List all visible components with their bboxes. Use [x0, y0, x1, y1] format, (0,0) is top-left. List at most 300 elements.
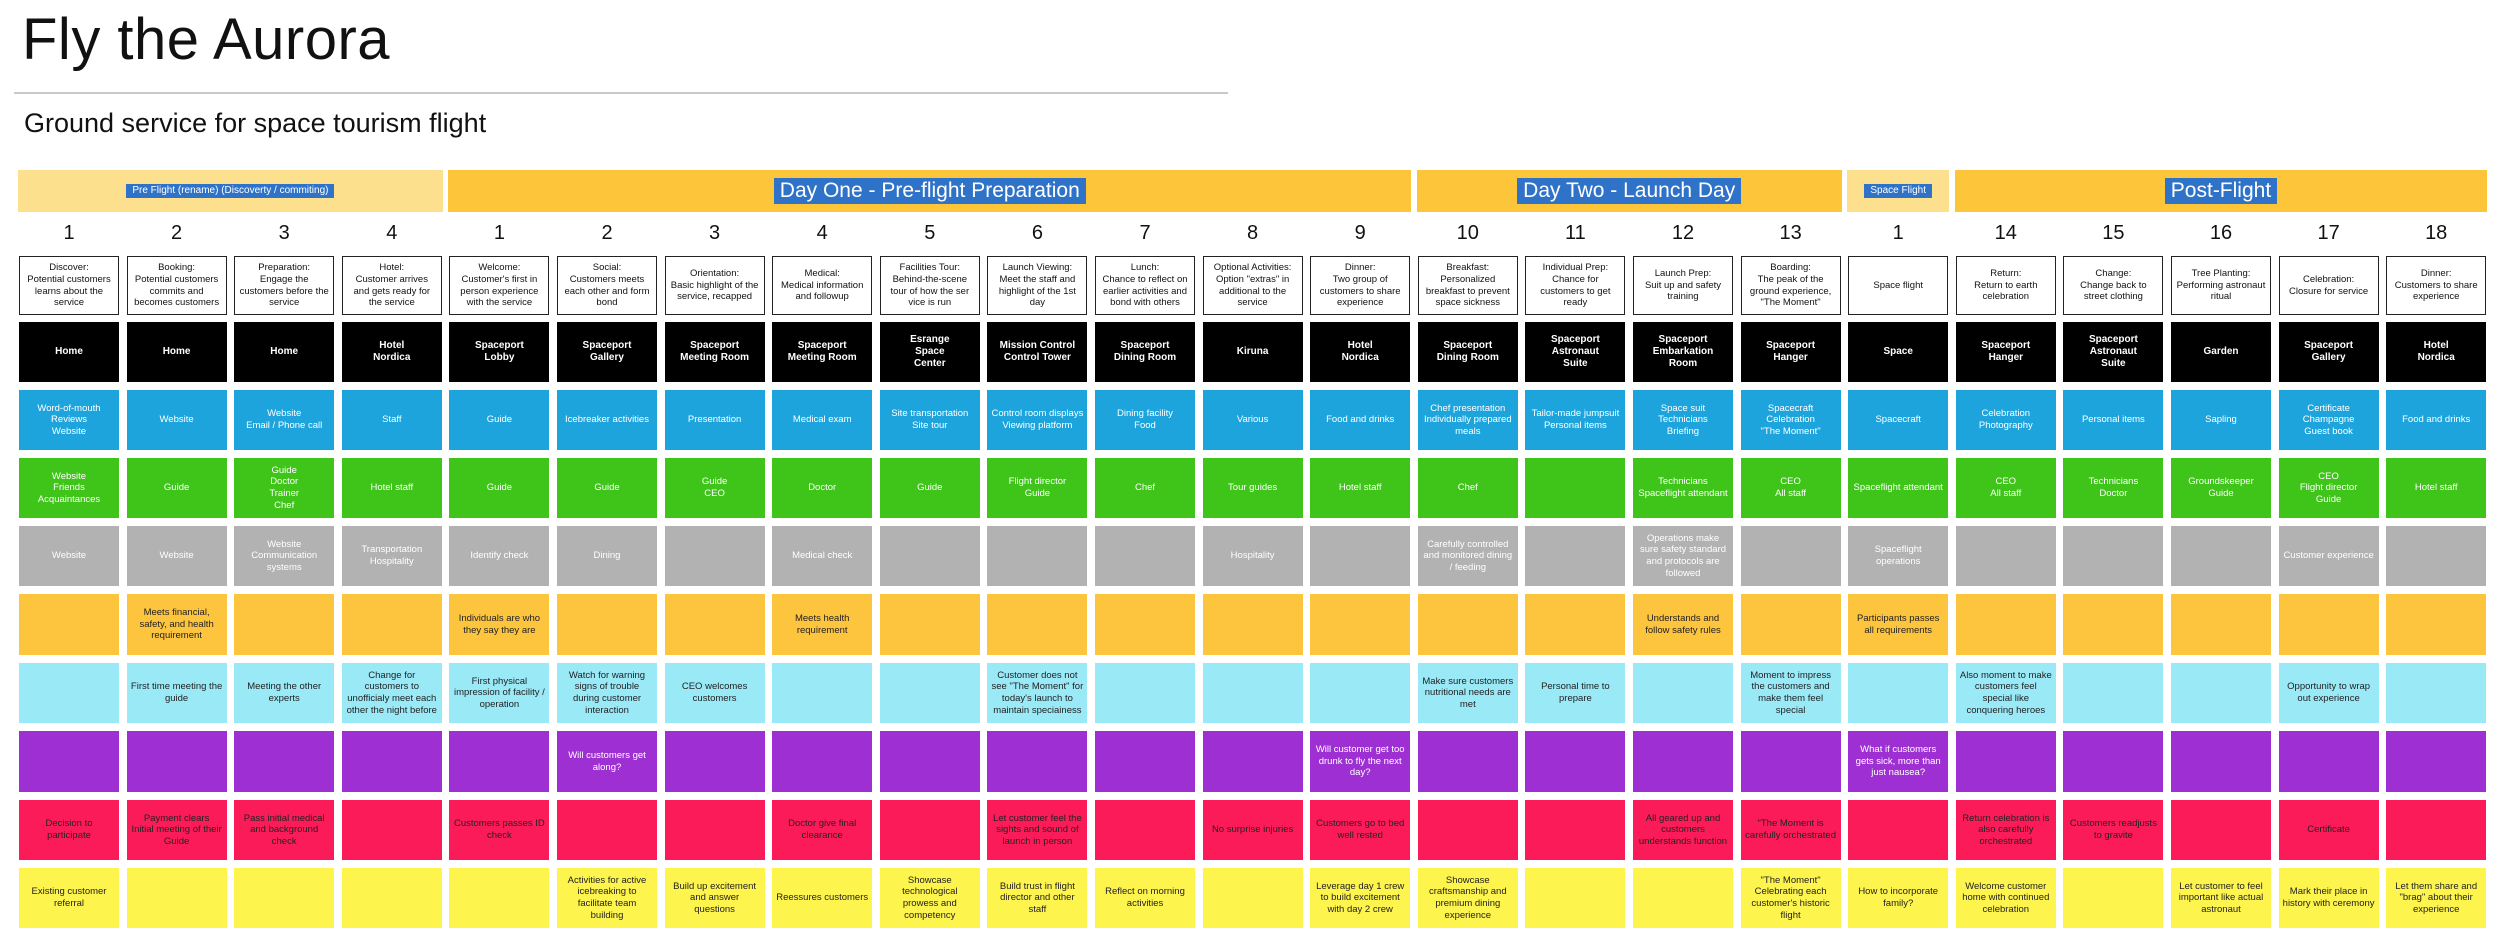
touchpoint-card — [127, 390, 227, 450]
kpi-card — [2279, 800, 2379, 860]
emotion-card-text: First physical impression of facility / operation — [453, 675, 545, 710]
frontstage-card — [772, 458, 872, 518]
backstage-card-text: Carefully controlled and monitored dining / feeding — [1423, 538, 1513, 573]
frontstage-card-text: CEO Flight director Guide — [2299, 470, 2358, 505]
step-card-text: Medical: Medical information and followup — [781, 268, 864, 303]
needs-card — [19, 594, 119, 655]
backstage-card-text: Operations make sure safety standard and protocols are followed — [1639, 532, 1727, 579]
step-card — [772, 256, 872, 315]
opportunity-card — [1525, 868, 1625, 928]
frontstage-card-text: Hotel staff — [2414, 482, 2458, 494]
pain-point-card — [987, 731, 1087, 792]
needs-card — [1741, 594, 1841, 655]
touchpoint-card-text: Icebreaker activities — [565, 414, 649, 426]
emotion-card — [449, 663, 549, 723]
location-card-text: Mission Control Control Tower — [999, 339, 1076, 363]
touchpoint-card — [1095, 390, 1195, 450]
pain-point-card — [2171, 731, 2271, 792]
pain-point-card — [19, 731, 119, 792]
pain-point-card — [342, 731, 442, 792]
step-card — [880, 256, 980, 315]
kpi-card — [19, 800, 119, 860]
touchpoint-card — [665, 390, 765, 450]
step-card-text: Launch Viewing: Meet the staff and highlight of the 1st day — [998, 262, 1076, 309]
kpi-card — [880, 800, 980, 860]
backstage-card — [2279, 526, 2379, 586]
touchpoint-card — [1956, 390, 2056, 450]
opportunity-card-text: Build trust in flight director and other staff — [999, 880, 1075, 915]
opportunity-card — [1741, 868, 1841, 928]
location-card — [880, 322, 980, 382]
backstage-card — [1633, 526, 1733, 586]
opportunity-card — [449, 868, 549, 928]
needs-card — [2386, 594, 2486, 655]
emotion-card — [2171, 663, 2271, 723]
step-card-text: Lunch: Chance to reflect on earlier activities and bond with others — [1102, 262, 1188, 309]
step-number: 8 — [1247, 222, 1259, 244]
backstage-card — [1203, 526, 1303, 586]
kpi-card — [234, 800, 334, 860]
backstage-card — [1418, 526, 1518, 586]
needs-card — [1418, 594, 1518, 655]
backstage-card — [127, 526, 227, 586]
needs-card — [342, 594, 442, 655]
kpi-card-text: "The Moment is carefully orchestrated — [1745, 818, 1836, 841]
location-card — [234, 322, 334, 382]
kpi-card-text: Certificate — [2307, 824, 2350, 836]
opportunity-card — [1418, 868, 1518, 928]
backstage-card-text: Medical check — [792, 550, 853, 562]
step-card-text: Dinner: Customers to share experience — [2394, 268, 2478, 303]
emotion-card — [1633, 663, 1733, 723]
touchpoint-card-text: Tailor-made jumpsuit Personal items — [1531, 408, 1620, 431]
touchpoint-card — [1633, 390, 1733, 450]
phase-header — [18, 170, 443, 212]
opportunity-card — [665, 868, 765, 928]
touchpoint-card-text: Guide — [486, 414, 513, 426]
location-card-text: Hotel Nordica — [1341, 339, 1379, 363]
frontstage-card-text: Technicians Spaceflight attendant — [1638, 476, 1728, 499]
kpi-card-text: Let customer feel the sights and sound of launch in person — [993, 812, 1082, 847]
frontstage-card-text: CEO All staff — [1775, 476, 1807, 499]
location-card — [987, 322, 1087, 382]
opportunity-card-text: Welcome customer home with continued celebration — [1962, 880, 2050, 915]
step-card-text: Booking: Potential customers commits and becomes customers — [134, 262, 220, 309]
backstage-card-text: Transportation Hospitality — [361, 544, 423, 567]
needs-card-text: Individuals are who they say they are — [458, 612, 541, 636]
step-number: 7 — [1139, 222, 1151, 244]
touchpoint-card — [1848, 390, 1948, 450]
location-card — [1741, 322, 1841, 382]
touchpoint-card — [1741, 390, 1841, 450]
opportunity-card — [1956, 868, 2056, 928]
step-card-text: Celebration: Closure for service — [2288, 273, 2369, 297]
step-card-text: Dinner: Two group of customers to share experience — [1319, 262, 1401, 309]
step-number: 9 — [1354, 222, 1366, 244]
opportunity-card — [987, 868, 1087, 928]
backstage-card-text: Website — [51, 550, 87, 562]
frontstage-card-text: Technicians Doctor — [2088, 476, 2139, 499]
kpi-card — [2386, 800, 2486, 860]
location-card-text: Home — [55, 345, 83, 357]
touchpoint-card — [1310, 390, 1410, 450]
kpi-card-text: Decision to participate — [45, 818, 93, 841]
opportunity-card-text: Existing customer referral — [31, 886, 107, 909]
backstage-card — [772, 526, 872, 586]
pain-point-card — [1525, 731, 1625, 792]
touchpoint-card — [342, 390, 442, 450]
location-card — [1633, 322, 1733, 382]
frontstage-card-text: Tour guides — [1228, 482, 1278, 494]
frontstage-card-text: Guide — [486, 482, 513, 494]
backstage-card-text: Website Communication systems — [251, 538, 318, 573]
step-number: 2 — [601, 222, 613, 244]
location-card — [342, 322, 442, 382]
pain-point-card — [1095, 731, 1195, 792]
opportunity-card — [1095, 868, 1195, 928]
emotion-card — [1525, 663, 1625, 723]
opportunity-card — [1310, 868, 1410, 928]
pain-point-card-text: Will customer get too drunk to fly the next day? — [1315, 744, 1405, 779]
emotion-card — [2386, 663, 2486, 723]
frontstage-card — [19, 458, 119, 518]
phase-label: Day One - Pre-flight Preparation — [774, 178, 1086, 204]
backstage-card — [1310, 526, 1410, 586]
opportunity-card-text: Build up excitement and answer questions — [673, 880, 757, 915]
step-number: 12 — [1671, 222, 1695, 244]
step-card — [1525, 256, 1625, 315]
step-card-text: Change: Change back to street clothing — [2080, 268, 2147, 303]
opportunity-card-text: Reflect on morning activities — [1105, 886, 1185, 909]
touchpoint-card — [2279, 390, 2379, 450]
location-card-text: Garden — [2203, 345, 2239, 357]
backstage-card-text: Customer experience — [2283, 550, 2374, 562]
step-number: 5 — [924, 222, 936, 244]
backstage-card — [1095, 526, 1195, 586]
step-card — [557, 256, 657, 315]
emotion-card — [557, 663, 657, 723]
touchpoint-card — [1525, 390, 1625, 450]
touchpoint-card — [234, 390, 334, 450]
needs-card — [557, 594, 657, 655]
frontstage-card — [2063, 458, 2163, 518]
frontstage-card-text: Guide — [917, 482, 943, 494]
location-card — [557, 322, 657, 382]
kpi-card — [557, 800, 657, 860]
location-card — [1203, 322, 1303, 382]
step-card — [19, 256, 119, 315]
step-number: 1 — [63, 222, 75, 244]
step-card-text: Breakfast: Personalized breakfast to prevent space sickness — [1425, 262, 1510, 309]
location-card — [1525, 322, 1625, 382]
emotion-card — [1848, 663, 1948, 723]
frontstage-card — [2279, 458, 2379, 518]
pain-point-card — [557, 731, 657, 792]
needs-card — [987, 594, 1087, 655]
touchpoint-card-text: Website Email / Phone call — [246, 408, 323, 431]
frontstage-card — [1956, 458, 2056, 518]
step-card-text: Facilities Tour: Behind-the-scene tour of how the ser vice is run — [890, 262, 970, 309]
backstage-card — [1848, 526, 1948, 586]
pain-point-card — [1741, 731, 1841, 792]
opportunity-card — [19, 868, 119, 928]
location-card-text: Esrange Space Center — [910, 333, 950, 370]
backstage-card — [1956, 526, 2056, 586]
frontstage-card — [2386, 458, 2486, 518]
kpi-card — [449, 800, 549, 860]
page-subtitle: Ground service for space tourism flight — [24, 108, 487, 138]
backstage-card-text: Website — [159, 550, 194, 562]
backstage-card — [342, 526, 442, 586]
opportunity-card-text: Showcase technological prowess and competency — [902, 874, 958, 921]
step-card — [1095, 256, 1195, 315]
pain-point-card — [2279, 731, 2379, 792]
touchpoint-card — [449, 390, 549, 450]
opportunity-card-text: Activities for active icebreaking to facilitate team building — [567, 874, 647, 921]
needs-card — [2171, 594, 2271, 655]
frontstage-card-text: Chef — [1457, 482, 1478, 494]
emotion-card-text: Moment to impress the customers and make them feel special — [1750, 669, 1831, 716]
touchpoint-card — [880, 390, 980, 450]
kpi-card — [127, 800, 227, 860]
step-number: 16 — [2209, 222, 2233, 244]
needs-card — [880, 594, 980, 655]
touchpoint-card-text: Various — [1236, 414, 1269, 426]
step-number: 1 — [1892, 222, 1904, 244]
location-card-text: Hotel Nordica — [2417, 339, 2455, 363]
frontstage-card-text: Guide — [594, 482, 620, 494]
phase-header — [1417, 170, 1842, 212]
emotion-card — [127, 663, 227, 723]
pain-point-card — [234, 731, 334, 792]
needs-card — [2063, 594, 2163, 655]
emotion-card-text: CEO welcomes customers — [681, 681, 748, 704]
emotion-card — [987, 663, 1087, 723]
emotion-card — [1741, 663, 1841, 723]
pain-point-card-text: Will customers get along? — [568, 749, 646, 773]
step-number: 15 — [2102, 222, 2125, 244]
location-card-text: Spaceport Embarkation Room — [1652, 333, 1714, 370]
touchpoint-card — [2171, 390, 2271, 450]
kpi-card-text: No surprise injuries — [1211, 824, 1294, 836]
needs-card — [1095, 594, 1195, 655]
opportunity-card — [1633, 868, 1733, 928]
kpi-card-text: Doctor give final clearance — [788, 818, 857, 841]
frontstage-card-text: Chef — [1134, 482, 1156, 494]
kpi-card-text: Customers go to bed well rested — [1316, 818, 1405, 841]
location-card — [1956, 322, 2056, 382]
needs-card — [2279, 594, 2379, 655]
pain-point-card-text: What if customers gets sick, more than just nausea? — [1855, 744, 1941, 779]
pain-point-card — [1418, 731, 1518, 792]
step-card — [1633, 256, 1733, 315]
emotion-card — [1418, 663, 1518, 723]
step-card — [987, 256, 1087, 315]
frontstage-card — [2171, 458, 2271, 518]
emotion-card-text: Also moment to make customers feel special like conquering heroes — [1959, 669, 2052, 716]
opportunity-card — [557, 868, 657, 928]
phase-label: Day Two - Launch Day — [1517, 178, 1741, 204]
frontstage-card-text: Groundskeeper Guide — [2188, 476, 2254, 499]
location-card-text: Space — [1883, 345, 1913, 357]
kpi-card — [1310, 800, 1410, 860]
touchpoint-card-text: Spacecraft — [1875, 414, 1921, 426]
touchpoint-card-text: Celebration Photography — [1978, 408, 2033, 431]
opportunity-card — [1203, 868, 1303, 928]
kpi-card-text: Customers readjusts to gravite — [2069, 818, 2157, 841]
touchpoint-card-text: Website — [159, 414, 194, 426]
location-card — [449, 322, 549, 382]
step-card — [342, 256, 442, 315]
emotion-card — [234, 663, 334, 723]
backstage-card — [557, 526, 657, 586]
emotion-card-text: Watch for warning signs of trouble during customer interaction — [568, 669, 646, 716]
step-card — [234, 256, 334, 315]
touchpoint-card-text: Control room displays Viewing platform — [991, 408, 1084, 431]
touchpoint-card-text: Word-of-mouth Reviews Website — [37, 402, 101, 437]
needs-card — [772, 594, 872, 655]
backstage-card — [234, 526, 334, 586]
step-card — [1956, 256, 2056, 315]
step-card-text: Discover: Potential customers learns about the service — [27, 262, 111, 309]
needs-card-text: Understands and follow safety rules — [1645, 612, 1721, 636]
kpi-card — [2171, 800, 2271, 860]
kpi-card — [665, 800, 765, 860]
touchpoint-card — [772, 390, 872, 450]
step-card-text: Return: Return to earth celebration — [1974, 268, 2038, 303]
opportunity-card — [772, 868, 872, 928]
touchpoint-card — [987, 390, 1087, 450]
frontstage-card — [342, 458, 442, 518]
frontstage-card-text: Guide CEO — [701, 476, 728, 499]
phase-label: Space Flight — [1864, 184, 1932, 198]
pain-point-card — [2063, 731, 2163, 792]
frontstage-card-text: Guide — [163, 482, 190, 494]
step-card-text: Welcome: Customer's first in person experience with the service — [460, 262, 539, 309]
emotion-card-text: Meeting the other experts — [247, 681, 322, 704]
needs-card-text: Meets financial, safety, and health requirement — [139, 607, 214, 642]
touchpoint-card-text: Site transportation Site tour — [891, 408, 969, 431]
step-number: 4 — [816, 222, 828, 244]
backstage-card — [19, 526, 119, 586]
emotion-card — [665, 663, 765, 723]
location-card — [1848, 322, 1948, 382]
emotion-card — [772, 663, 872, 723]
location-card — [2279, 322, 2379, 382]
step-card — [1310, 256, 1410, 315]
frontstage-card — [665, 458, 765, 518]
frontstage-card-text: CEO All staff — [1990, 476, 2022, 499]
opportunity-card — [2386, 868, 2486, 928]
kpi-card-text: Return celebration is also carefully orchestrated — [1962, 812, 2050, 847]
pain-point-card — [449, 731, 549, 792]
step-card — [2386, 256, 2486, 315]
location-card — [19, 322, 119, 382]
emotion-card — [342, 663, 442, 723]
step-number: 17 — [2317, 222, 2340, 244]
opportunity-card-text: Leverage day 1 crew to build excitement with day 2 crew — [1316, 880, 1405, 915]
step-card — [127, 256, 227, 315]
kpi-card-text: Customers passes ID check — [453, 818, 545, 841]
frontstage-card — [1525, 458, 1625, 518]
touchpoint-card — [2063, 390, 2163, 450]
location-card — [1095, 322, 1195, 382]
location-card-text: Spaceport Astronaut Suite — [2088, 333, 2138, 370]
frontstage-card — [1418, 458, 1518, 518]
phase-header — [448, 170, 1411, 212]
step-number: 1 — [493, 222, 505, 244]
location-card — [2171, 322, 2271, 382]
touchpoint-card-text: Space suit Technicians Briefing — [1658, 402, 1708, 437]
pain-point-card — [772, 731, 872, 792]
emotion-card — [2063, 663, 2163, 723]
frontstage-card-text: Hotel staff — [1338, 482, 1382, 494]
step-card — [1418, 256, 1518, 315]
emotion-card-text: Opportunity to wrap out experience — [2287, 681, 2371, 704]
opportunity-card — [2279, 868, 2379, 928]
backstage-card — [1741, 526, 1841, 586]
touchpoint-card-text: Presentation — [687, 414, 742, 426]
backstage-card — [449, 526, 549, 586]
frontstage-card — [1848, 458, 1948, 518]
needs-card — [1956, 594, 2056, 655]
touchpoint-card-text: Medical exam — [792, 414, 852, 426]
location-card-text: Spaceport Lobby — [474, 339, 524, 363]
frontstage-card — [880, 458, 980, 518]
phase-label: Post-Flight — [2165, 178, 2277, 204]
step-card — [2279, 256, 2379, 315]
location-card-text: Spaceport Dining Room — [1436, 339, 1499, 363]
pain-point-card — [1310, 731, 1410, 792]
kpi-card — [1956, 800, 2056, 860]
backstage-card — [987, 526, 1087, 586]
touchpoint-card-text: Dining facility Food — [1117, 408, 1173, 431]
frontstage-card — [1203, 458, 1303, 518]
kpi-card — [2063, 800, 2163, 860]
opportunity-card-text: Reessures customers — [776, 892, 869, 904]
location-card-text: Spaceport Dining Room — [1113, 339, 1177, 363]
step-card — [1203, 256, 1303, 315]
frontstage-card-text: Flight director Guide — [1008, 476, 1067, 499]
frontstage-card-text: Hotel staff — [370, 482, 414, 494]
location-card-text: Home — [162, 345, 191, 357]
kpi-card — [772, 800, 872, 860]
location-card — [2063, 322, 2163, 382]
touchpoint-card-text: Spacecraft Celebration "The Moment" — [1760, 402, 1821, 437]
step-card-text: Individual Prep: Chance for customers to get ready — [1540, 262, 1611, 309]
location-card — [1418, 322, 1518, 382]
location-card-text: Home — [270, 345, 299, 357]
backstage-card-text: Dining — [593, 550, 621, 562]
step-card-text: Boarding: The peak of the ground experience, "The Moment" — [1749, 262, 1832, 309]
needs-card-text: Participants passes all requirements — [1857, 612, 1940, 636]
step-number: 3 — [278, 222, 290, 244]
location-card-text: Spaceport Meeting Room — [787, 339, 857, 363]
needs-card — [127, 594, 227, 655]
location-card — [665, 322, 765, 382]
step-number: 13 — [1779, 222, 1802, 244]
frontstage-card — [1741, 458, 1841, 518]
touchpoint-card — [19, 390, 119, 450]
step-card — [449, 256, 549, 315]
touchpoint-card-text: Certificate Champagne Guest book — [2302, 402, 2355, 437]
step-card-text: Preparation: Engage the customers before the service — [239, 262, 329, 309]
touchpoint-card — [557, 390, 657, 450]
step-card-text: Hotel: Customer arrives and gets ready for the service — [353, 262, 431, 309]
backstage-card-text: Hospitality — [1230, 550, 1275, 562]
frontstage-card-text: Website Friends Acquaintances — [37, 470, 101, 505]
opportunity-card-text: "The Moment" Celebrating each customer's historic flight — [1751, 874, 1830, 921]
